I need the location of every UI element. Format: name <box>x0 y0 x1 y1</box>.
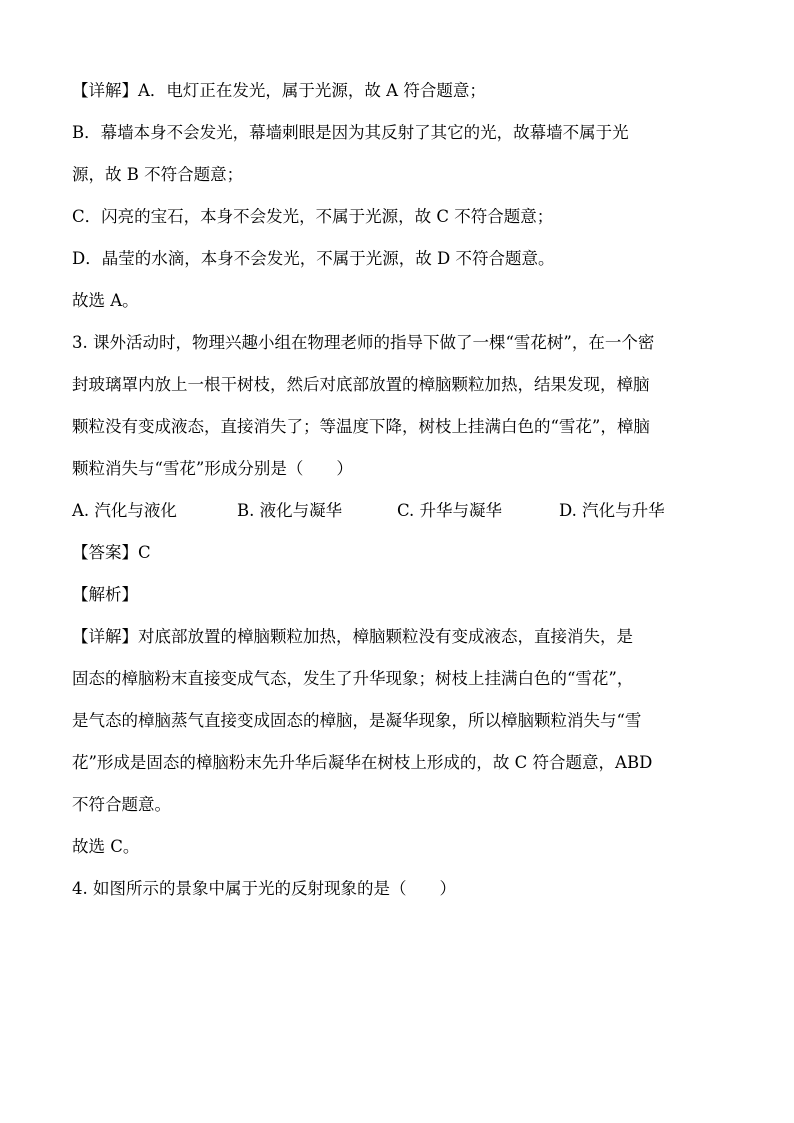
question-4-line-1: 4. 如图所示的景象中属于光的反射现象的是（ ） <box>72 879 456 898</box>
choice-conclusion-2: 故选 C。 <box>72 837 140 856</box>
explanation-line-2: B．幕墙本身不会发光，幕墙刺眼是因为其反射了其它的光，故幕墙不属于光 <box>72 123 629 142</box>
option-b: B. 液化与凝华 <box>237 501 343 520</box>
question-3-line-1: 3. 课外活动时，物理兴趣小组在物理老师的指导下做了一棵“雪花树”，在一个密 <box>72 333 655 352</box>
question-3-line-4: 颗粒消失与“雪花”形成分别是（ ） <box>72 459 353 478</box>
explanation-line-4: C．闪亮的宝石，本身不会发光，不属于光源，故 C 不符合题意； <box>72 207 554 226</box>
answer-label: 【答案】C <box>72 543 151 562</box>
document-page <box>72 70 722 910</box>
detail-line-5: 不符合题意。 <box>72 795 171 814</box>
question-3-options <box>72 490 722 532</box>
question-3-line-2: 封玻璃罩内放上一根干树枝，然后对底部放置的樟脑颗粒加热，结果发现，樟脑 <box>72 375 650 394</box>
explanation-line-1: 【详解】A．电灯正在发光，属于光源，故 A 符合题意； <box>72 81 486 100</box>
explanation-line-5: D．晶莹的水滴，本身不会发光，不属于光源，故 D 不符合题意。 <box>72 249 555 268</box>
analysis-label: 【解析】 <box>72 585 138 604</box>
detail-line-2: 固态的樟脑粉末直接变成气态，发生了升华现象；树枝上挂满白色的“雪花”， <box>72 669 634 688</box>
choice-conclusion-1: 故选 A。 <box>72 291 139 310</box>
detail-line-4: 花”形成是固态的樟脑粉末先升华后凝华在树枝上形成的，故 C 符合题意，ABD <box>72 753 653 772</box>
explanation-line-3: 源，故 B 不符合题意； <box>72 165 244 184</box>
option-d: D. 汽化与升华 <box>559 501 665 520</box>
question-3-line-3: 颗粒没有变成液态，直接消失了；等温度下降，树枝上挂满白色的“雪花”，樟脑 <box>72 417 650 436</box>
detail-line-3: 是气态的樟脑蒸气直接变成固态的樟脑，是凝华现象，所以樟脑颗粒消失与“雪 <box>72 711 642 730</box>
option-a: A. 汽化与液化 <box>72 501 177 520</box>
option-c: C. 升华与凝华 <box>397 501 503 520</box>
detail-line-1: 【详解】对底部放置的樟脑颗粒加热，樟脑颗粒没有变成液态，直接消失，是 <box>72 627 633 646</box>
